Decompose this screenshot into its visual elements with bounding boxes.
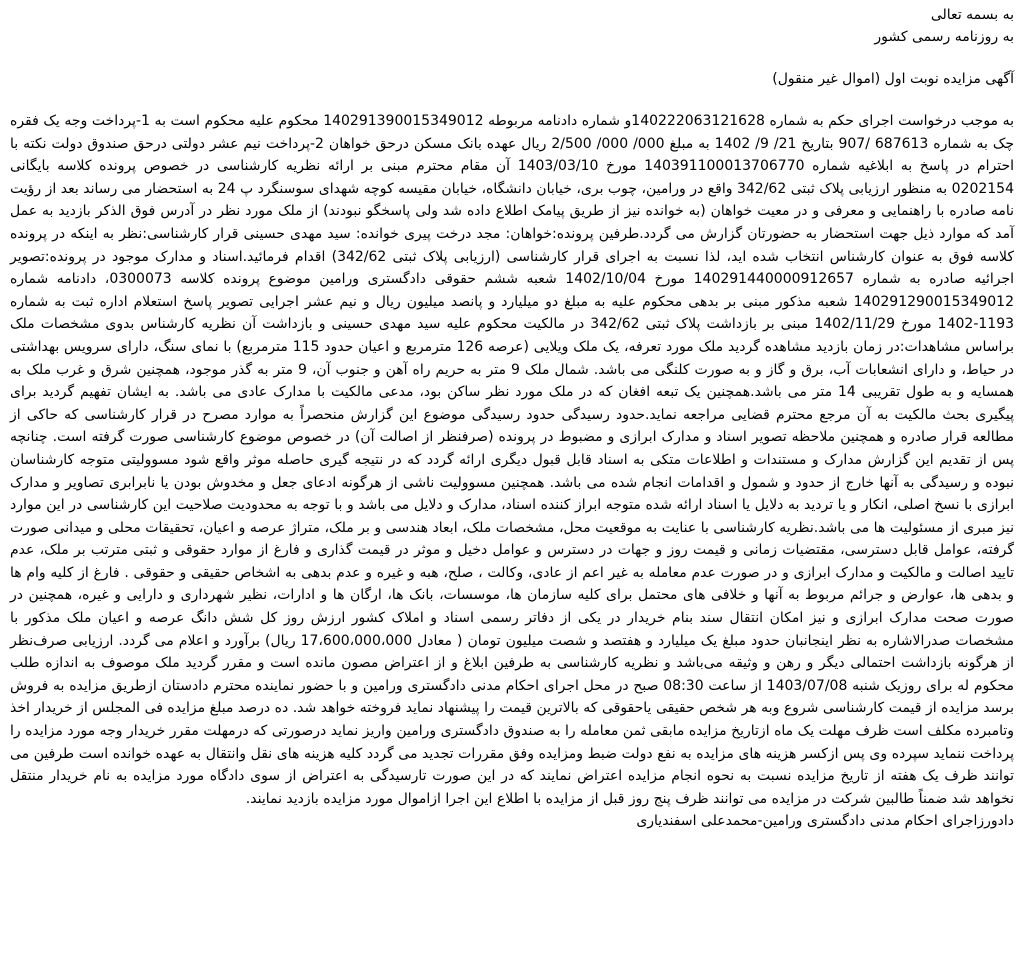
recipient-line: به روزنامه رسمی کشور xyxy=(874,29,1014,45)
announcement-document xyxy=(10,4,1014,832)
title-spacer xyxy=(10,90,1014,110)
signature-line: دادورزاجرای احکام مدنی دادگستری ورامین-محمدعلی اسفندیاری xyxy=(636,813,1014,830)
notice-title: آگهی مزایده نوبت اول (اموال غیر منقول) xyxy=(772,71,1014,87)
invocation-line: به بسمه تعالی xyxy=(930,7,1014,23)
notice-body: به موجب درخواست اجرای حکم به شماره 140222063121628و شماره دادنامه مربوطه 140291390015349012 محکوم علیه محکوم است به 1-پرداخت وجه یک فقره چک به شماره 687613 /907 بتاریخ 21/ 9/ 1402 به مبلغ 000/ 000/ 2/500 ریال عهده بانک مسکن درحق خواهان 2-پرداخت نیم عشر دولتی درحق صندوق دولت نکته با احترام در پاسخ به ابلاغیه شماره 140391100013706770 مورخ 1403/03/10 آن مقام محترم مبنی بر ارائه نظریه کارشناسی در خصوص پرونده کلاسه بایگانی 0202154 به منظور ارزیابی پلاک ثبتی 342/62 واقع در ورامین، چوب بری، خیابان دانشگاه، خیابان مقیسه کوچه شهدای سوسنگرد پ 24 به استحضار می رساند بعد از رؤیت نامه صادره با راهنمایی و معرفی و در معیت خواهان (به خوانده نیز از طریق پیامک اطلاع داده شد ولی پاسخگو نبودند) از ملک مورد نظر در آدرس فوق الذکر بازدید به عمل آمد که موارد ذیل جهت استحضار به حضورتان گزارش می گردد.طرفین پرونده:خواهان: مجد درخت پیری خوانده: سید مهدی حسینی قرار کارشناسی:نظر به اینکه در پرونده کلاسه فوق به عنوان کارشناس انتخاب شده اید، لذا نسبت به اجرای قرار کارشناسی (ارزیابی پلاک ثبتی 342/62) اقدام فرمائید.اسناد و مدارک موجود در پرونده:تصویر اجرائیه صادره به شماره 140291440000912657 مورخ 1402/10/04 شعبه ششم حقوقی دادگستری ورامین موضوع پرونده کلاسه 0300073، دادنامه شماره 140291290015349012 شعبه مذکور مبنی بر بدهی محکوم علیه به مبلغ دو میلیارد و پانصد میلیون ریال و نیم عشر اجرایی تصویر پاسخ استعلام اداره ثبت به شماره 1193-1402 مورخ 1402/11/29 مبنی بر بازداشت پلاک ثبتی 342/62 در مالکیت محکوم علیه سید مهدی حسینی و بازداشت آن نظریه کارشناس بدوی مشخصات ملک براساس مشاهدات:در زمان بازدید مشاهده گردید ملک مورد تعرفه، یک ملک ویلایی (عرصه 126 مترمربع و اعیان حدود 115 مترمربع) با نمای سنگ، دارای سرویس بهداشتی در حیاط، و دارای انشعابات آب، برق و گاز و به صورت کلنگی می باشد. شمال ملک 9 متر به حریم راه آهن و جنوب آن، 9 متر به گذر موجود، همچنین شرق و غرب ملک به همسایه و به طول تقریبی 14 متر می باشد.همچنین یک تبعه افغان که در ملک مورد نظر ساکن بود، مدعی مالکیت با مدارک عادی می باشد. به ایشان تفهیم گردید برای پیگیری بحث مالکیت به آن مرجع محترم قضایی مراجعه نماید.حدود رسیدگی حدود رسیدگی موضوع این گزارش منحصراً به موارد مصرح در قرار کارشناسی که حاکی از مطالعه قرار صادره و همچنین ملاحظه تصویر اسناد و مدارک ابرازی و مضبوط در پرونده (صرفنظر از اصالت آن) در خصوص موضوع کارشناسی صورت گرفته است. چنانچه پس از تقدیم این گزارش مدارک و مستندات و اطلاعات متکی به اسناد قابل قبول دیگری ارائه گردد که در نتیجه گیری حاصله موثر واقع شود مسوولیتی متوجه کارشناسان نبوده و رسیدگی به آنها خارج از حدود و شمول و اقدامات انجام شده می باشد. همچنین مسوولیت ناشی از هرگونه ادعای جعل و مخدوش بودن یا نابرابری تصاویر و مدارک ابرازی با نسخ اصلی، انکار و یا تردید به دلایل یا اسناد ارائه شده متوجه ابراز کننده اسناد، مدارک و دلایل می باشد و با توجه به محدودیت صلاحیت این کارشناسی در این موارد نیز مبری از مسئولیت ها می باشد.نظریه کارشناسی با عنایت به موقعیت محل، مشخصات ملک، ابعاد هندسی و بر ملک، متراژ عرصه و اعیان، تحقیقات محلی و میدانی صورت گرفته، عوامل قابل دسترسی، مقتضیات زمانی و قیمت روز و جهات در دسترس و عوامل دخیل و موثر در قیمت گذاری و فارغ از موارد حقوقی و ثبتی مترتب بر ملک، عدم تایید اصالت و مالکیت و مدارک ابرازی و در صورت عدم معامله به غیر اعم از عادی، وکالت ، صلح، هبه و غیره و عدم بدهی به اشخاص حقیقی و حقوقی . فارغ از کلیه وام ها و بدهی ها، عوارض و جرائم مربوط به آنها و خلافی های محتمل برای کلیه سازمان ها، موسسات، بانک ها، ارگان ها و ادارات، نظیر شهرداری و دارایی و غیره، همچنین در صورت صحت مدارک ابرازی و نیز امکان انتقال سند بنام خریدار در یکی از دفاتر رسمی اسناد و املاک کشور ارزش روز کل شش دانگ عرصه و اعیان ملک مذکور با مشخصات صدرالاشاره به نظر اینجانبان حدود مبلغ یک میلیارد و هفتصد و شصت میلیون تومان ( معادل 17،600،000،000 ریال) برآورد و اعلام می گردد. ارزیابی صرف‌نظر از هرگونه بازداشت احتمالی دیگر و رهن و وثیقه می‌باشد و نظریه کارشناسی به طرفین ابلاغ و از اعتراض مصون مانده است و مقرر گردید ملک موصوف به اندازه طلب محکوم له برای روزیک شنبه 1403/07/08 از ساعت 08:30 صبح در محل اجرای احکام مدنی دادگستری ورامین و با حضور نماینده محترم دادستان ازطریق مزایده به فروش برسد مزایده از قیمت کارشناسی شروع وبه هر شخص حقیقی یاحقوقی که بالاترین قیمت را پیشنهاد نماید فروخته خواهد شد. ده درصد مبلغ مزایده فی المجلس از خریدار اخذ وتامبرده مکلف است ظرف مهلت یک ماه ازتاریخ مزایده مابقی ثمن معامله را به صندوق دادگستری ورامین واریز نماید درصورتی که درمهلت مقرر خریدار وجه مورد مزایده را پرداخت ننماید سپرده وی پس ازکسر هزینه های مزایده به نفع دولت ضبط ومزایده وفق مقررات تجدید می گردد کلیه هزینه های نقل وانتقال به عهده خوانده است طرفین می توانند ظرف یک هفته از تاریخ مزایده نسبت به نحوه انجام مزایده اعتراض نمایند که در این صورت تارسیدگی به اعتراض از سوی دادگاه مورد مزایده به نام خریدار منتقل نخواهد شد ضمناً طالبین شرکت در مزایده می توانند ظرف پنج روز قبل از مزایده با اطلاع این اجرا ازاموال مورد مزایده بازدید نمایند. xyxy=(10,113,1015,807)
header-spacer xyxy=(10,48,1014,68)
